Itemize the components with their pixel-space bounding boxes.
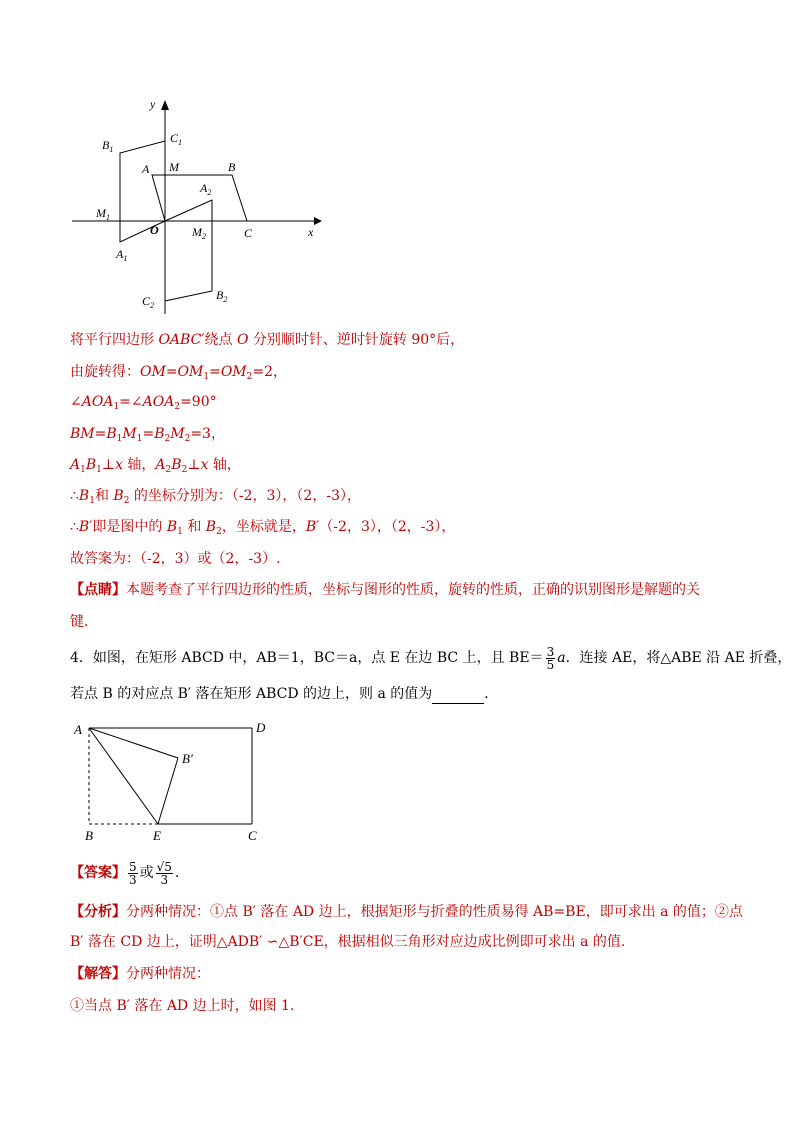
label-c: C (244, 226, 253, 240)
solve-line-2: ①当点 B′ 落在 AD 边上时，如图 1. (70, 998, 295, 1014)
label-fig2-bprime: B′ (182, 751, 193, 766)
label-m1: $M_1$ (96, 206, 110, 222)
label-m: M (169, 160, 179, 174)
solution-line-2: 由旋转得：$OM=OM_1=OM_2=2$， (70, 364, 288, 382)
fraction-5-3: $\frac{5}{3}$ (129, 859, 137, 887)
question-4-line-2: 若点 B 的对应点 B′ 落在矩形 ABCD 的边上，则 a 的值为 ． (70, 686, 499, 702)
review-line-2: 键. (70, 614, 89, 630)
label-fig2-e: E (153, 828, 161, 843)
y-axis-arrow (161, 100, 169, 110)
label-c2: $C_2$ (142, 294, 155, 310)
solution-line-7: ∴B′即是图中的 $B_1$ 和 $B_2$，坐标就是，B′（-2，3），（2，-3）， (70, 519, 456, 537)
fraction-3-5: $\frac{3}{5}$ (546, 644, 555, 672)
solution-line-3: $\angle AOA_1=\angle AOA_2=90^\circ$ (70, 394, 217, 412)
segment-ae (89, 728, 158, 824)
figure-rotation-diagram (68, 96, 328, 318)
label-o: O (150, 223, 159, 237)
label-b1: $B_1$ (102, 138, 114, 154)
analysis-line-1: 【分析】分两种情况：①点 B′ 落在 AD 边上，根据矩形与折叠的性质易得 AB=BE，即可求出 a 的值；②点 (70, 904, 743, 920)
label-m2: $M_2$ (192, 225, 206, 241)
segment-ab-prime (89, 728, 178, 758)
label-b2: $B_2$ (216, 288, 228, 304)
answer-line: 【答案】 $\frac{5}{3}$ 或 $\frac{√5}{3}$ . (70, 859, 180, 887)
label-b: B (228, 160, 236, 174)
label-fig2-d: D (256, 720, 266, 735)
question-4-line-1: 4．如图，在矩形 ABCD 中，AB＝1，BC＝a，点 E 在边 BC 上，且 BE＝ $\frac{3}{5}$ a．连接 AE，将△ABE 沿 AE 折叠， (70, 644, 792, 672)
segment-b-prime-e (158, 758, 178, 824)
solution-line-5: $A_1B_1\perp x$ 轴，$A_2B_2\perp x$ 轴， (70, 457, 241, 475)
label-y: y (150, 97, 156, 111)
solution-line-8: 故答案为：（-2，3）或（2，-3）. (70, 551, 281, 567)
label-fig2-b: B (85, 828, 93, 843)
analysis-line-2: B′ 落在 CD 边上，证明△ADB′ ∽△B′CE，根据相似三角形对应边成比例即可求出 a 的值. (70, 934, 626, 950)
label-fig2-c: C (248, 828, 257, 843)
solution-line-1: 将平行四边形 OABC′绕点 O 分别顺时针、逆时针旋转 90°后， (70, 332, 465, 348)
review-line-1: 【点睛】本题考查了平行四边形的性质，坐标与图形的性质，旋转的性质，正确的识别图形是解题的关 (70, 582, 700, 598)
label-a: A (142, 162, 150, 176)
label-c1: $C_1$ (170, 131, 183, 147)
x-axis-arrow (314, 217, 322, 225)
label-fig2-a: A (74, 722, 82, 737)
solve-line-1: 【解答】分两种情况： (70, 966, 210, 982)
figure-rectangle-fold (70, 718, 270, 846)
parallelogram-oa2b2c2 (165, 200, 212, 301)
label-a2: $A_2$ (200, 181, 212, 197)
label-a1: $A_1$ (116, 247, 128, 263)
answer-blank[interactable] (432, 689, 484, 704)
label-x: x (308, 225, 314, 239)
solution-line-4: $BM=B_1M_1=B_2M_2=3$， (70, 426, 225, 444)
solution-line-6: $\therefore B_1$和 $B_2$ 的坐标分别为：（-2，3），（2，-3）， (70, 488, 361, 506)
fraction-sqrt5-3: $\frac{√5}{3}$ (156, 859, 172, 887)
